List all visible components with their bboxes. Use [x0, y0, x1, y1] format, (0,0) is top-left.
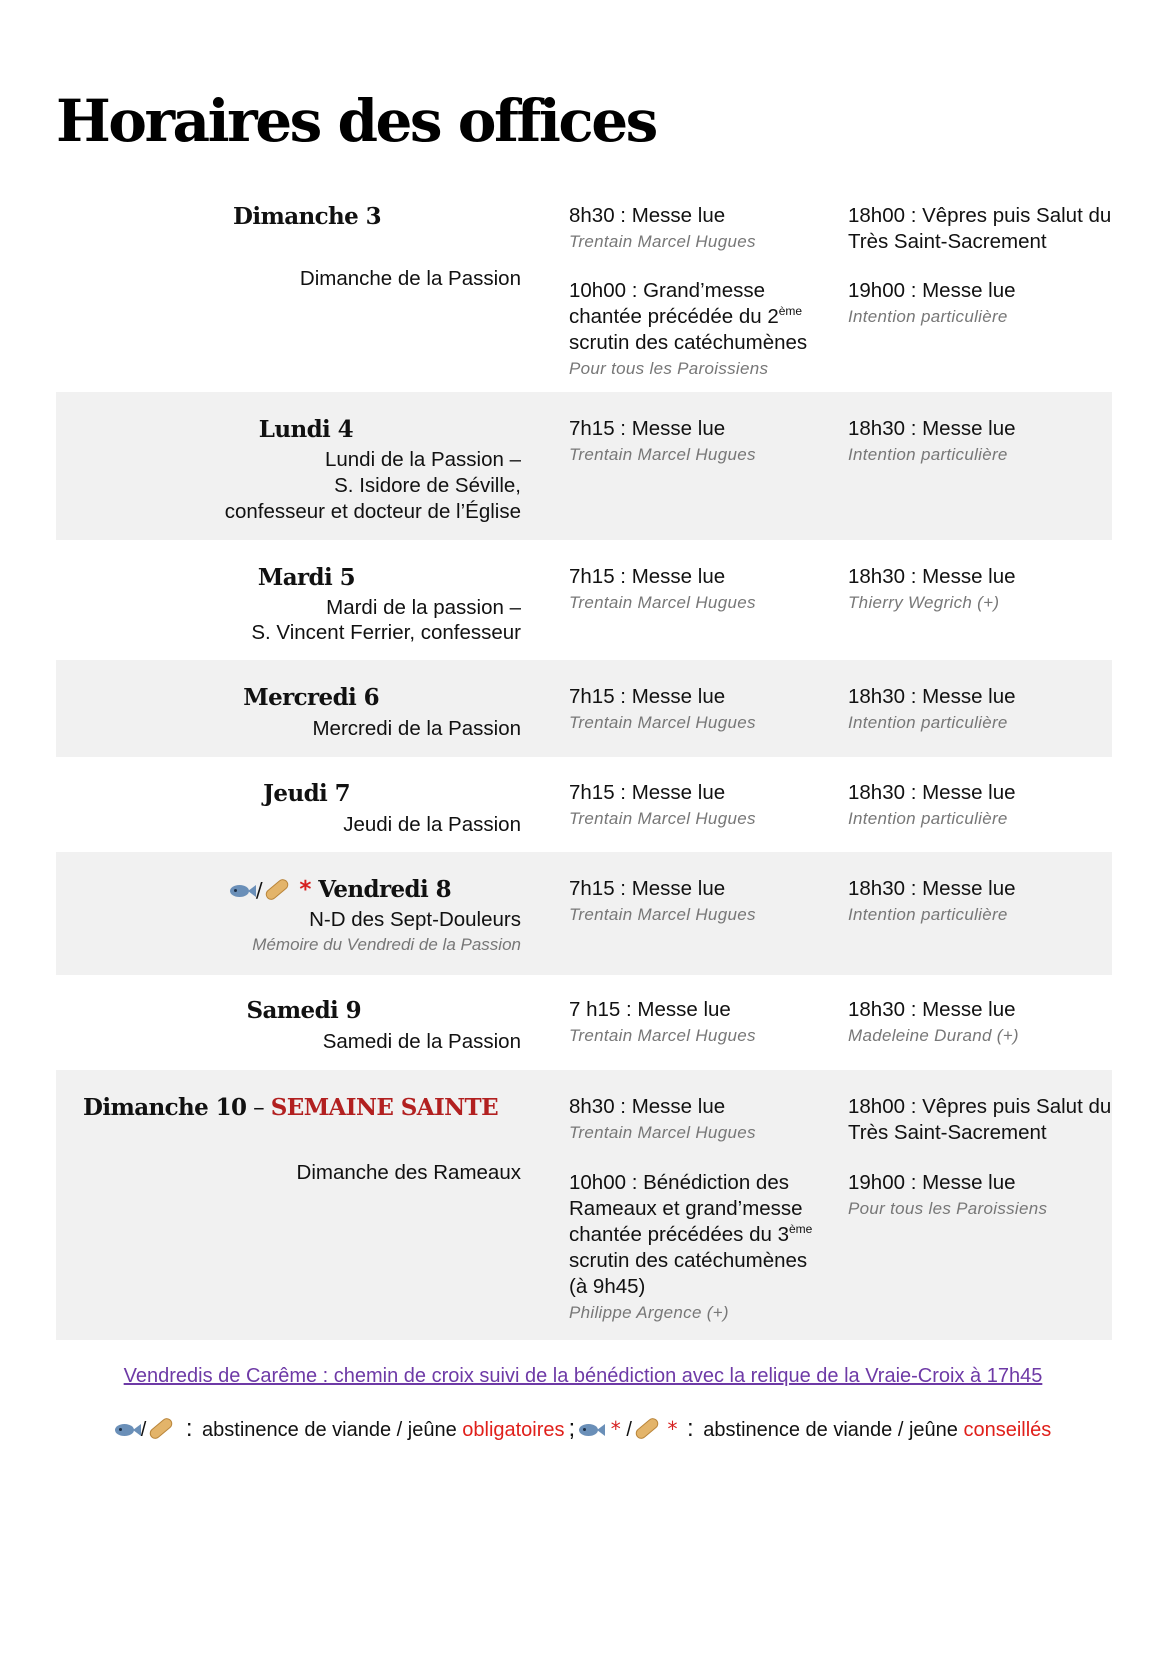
evening-column: [848, 684, 1112, 744]
schedule-entry: [848, 1094, 1112, 1146]
lent-fridays-note: Vendredis de Carême : chemin de croix suivi de la bénédiction avec la relique de la Vraie-Croix à 17h45: [123, 1365, 1043, 1387]
legend-separator: /: [140, 1419, 147, 1441]
evening-column: [848, 203, 1112, 353]
fish-icon: [115, 1423, 141, 1437]
morning-column: [569, 780, 829, 840]
day-name: Mardi 5: [257, 564, 355, 591]
legend-mandatory: obligatoires: [462, 1419, 565, 1441]
entry-title: 18h30 : Messe lue: [848, 685, 1016, 708]
entry-intention: Trentain Marcel Hugues: [569, 445, 756, 464]
day-name-line: [83, 1094, 498, 1122]
evening-column: [848, 416, 1112, 476]
entry-title: 18h30 : Messe lue: [848, 781, 1016, 804]
day-row-mercredi-6: [56, 660, 1112, 757]
entry-intention: Pour tous les Paroissiens: [848, 1199, 1048, 1218]
recommended-asterisk: *: [610, 1417, 621, 1441]
legend-separator: /: [626, 1419, 632, 1441]
entry-intention: Trentain Marcel Hugues: [569, 1123, 756, 1142]
day-cell: [56, 684, 521, 744]
entry-title: [569, 278, 829, 356]
entry-intention: Intention particulière: [848, 307, 1008, 326]
entry-title: 8h30 : Messe lue: [569, 1095, 726, 1118]
entry-title: 18h30 : Messe lue: [848, 417, 1016, 440]
feast-name: Mercredi de la Passion: [312, 717, 521, 740]
feast-name: N-D des Sept-Douleurs: [309, 908, 521, 931]
page-title: Horaires des offices: [56, 87, 656, 155]
entry-intention: Pour tous les Paroissiens: [569, 359, 769, 378]
entry-title: 18h00 : Vêpres puis Salut du Très Saint-Sacrement: [848, 204, 1112, 253]
evening-column: [848, 997, 1112, 1057]
entry-title: 19h00 : Messe lue: [848, 1171, 1016, 1194]
feast-line: S. Isidore de Séville,: [334, 474, 521, 497]
entry-title: 7h15 : Messe lue: [569, 877, 726, 900]
legend-recommended: conseillés: [963, 1419, 1052, 1441]
entry-title-text: 10h00 : Bénédiction des Rameaux et grand’messe chantée précédées du 3: [569, 1171, 803, 1246]
fish-icon: [579, 1423, 605, 1437]
evening-column: [848, 780, 1112, 840]
day-row-dimanche-3: [56, 195, 1112, 392]
entry-title: 8h30 : Messe lue: [569, 204, 726, 227]
entry-intention: Intention particulière: [848, 809, 1008, 828]
schedule-entry: [569, 1094, 829, 1145]
entry-title: 18h30 : Messe lue: [848, 877, 1016, 900]
entry-intention: Trentain Marcel Hugues: [569, 593, 756, 612]
entry-intention: Philippe Argence (+): [569, 1303, 729, 1322]
entry-title: [569, 1170, 829, 1300]
day-name: Vendredi 8: [318, 876, 451, 903]
morning-column: [569, 416, 829, 476]
recommended-asterisk: *: [667, 1417, 678, 1441]
day-row-jeudi-7: [56, 757, 1112, 852]
feast-line: Lundi de la Passion –: [324, 448, 521, 471]
entry-intention: Trentain Marcel Hugues: [569, 809, 756, 828]
evening-column: [848, 564, 1112, 624]
morning-column: [569, 1094, 829, 1334]
schedule-entry: [569, 203, 829, 254]
schedule-table: [56, 195, 1112, 1340]
day-cell: [56, 203, 521, 303]
schedule-entry: [848, 1170, 1112, 1221]
recommended-asterisk: *: [299, 877, 311, 903]
day-cell: [56, 564, 521, 654]
entry-intention: Trentain Marcel Hugues: [569, 1026, 756, 1045]
morning-column: [569, 203, 829, 383]
legend-colon: :: [687, 1415, 694, 1442]
evening-column: [848, 876, 1112, 936]
day-name-line: [230, 876, 451, 904]
entry-title: 7h15 : Messe lue: [569, 417, 726, 440]
day-row-samedi-9: [56, 975, 1112, 1070]
feast-name: Jeudi de la Passion: [343, 813, 521, 836]
legend-text: abstinence de viande / jeûne: [202, 1419, 457, 1441]
legend-colon: :: [185, 1415, 193, 1442]
feast-line: Mardi de la passion –: [326, 596, 521, 619]
day-cell: [56, 997, 521, 1057]
day-name: Dimanche 3: [232, 203, 381, 230]
day-name: Dimanche 10: [83, 1094, 247, 1121]
day-row-mardi-5: [56, 540, 1112, 660]
holy-week-label: SEMAINE SAINTE: [270, 1094, 498, 1121]
evening-column: [848, 1094, 1112, 1244]
ordinal-suffix: ème: [788, 1222, 813, 1236]
fasting-legend: [0, 1415, 1166, 1443]
morning-column: [569, 997, 829, 1057]
morning-column: [569, 684, 829, 744]
entry-intention: Intention particulière: [848, 445, 1008, 464]
ordinal-suffix: ème: [778, 304, 803, 318]
feast-name: Dimanche de la Passion: [299, 267, 521, 290]
day-row-vendredi-8: [56, 852, 1112, 975]
schedule-entry: [848, 278, 1112, 329]
icon-separator: /: [255, 878, 262, 902]
feast-line: confesseur et docteur de l’Église: [224, 500, 521, 523]
feast-name: Samedi de la Passion: [322, 1030, 521, 1053]
legend-semicolon: ;: [568, 1415, 576, 1442]
feast-line: S. Vincent Ferrier, confesseur: [251, 621, 521, 644]
entry-intention: Madeleine Durand (+): [848, 1026, 1019, 1045]
day-name: Mercredi 6: [243, 684, 379, 711]
entry-title: 18h00 : Vêpres puis Salut du Très Saint-Sacrement: [848, 1095, 1112, 1144]
entry-intention: Intention particulière: [848, 905, 1008, 924]
morning-column: [569, 876, 829, 936]
schedule-entry: [848, 203, 1112, 255]
entry-title: 18h30 : Messe lue: [848, 998, 1016, 1021]
entry-title-text: 10h00 : Grand’messe chantée précédée du 2: [569, 279, 779, 328]
day-cell: [56, 1094, 521, 1194]
bread-icon: [148, 1416, 175, 1441]
day-name: Jeudi 7: [263, 780, 350, 807]
feast-subtitle: Mémoire du Vendredi de la Passion: [252, 935, 521, 954]
entry-intention: Trentain Marcel Hugues: [569, 713, 756, 732]
day-dash: –: [246, 1095, 271, 1121]
schedule-entry: [569, 278, 829, 381]
entry-intention: Trentain Marcel Hugues: [569, 232, 756, 251]
entry-intention: Intention particulière: [848, 713, 1008, 732]
day-name: Samedi 9: [246, 997, 361, 1024]
entry-title-text: scrutin des catéchumènes: [569, 331, 808, 354]
feast-name: Dimanche des Rameaux: [296, 1161, 521, 1184]
entry-title-text: scrutin des catéchumènes (à 9h45): [569, 1249, 808, 1298]
entry-intention: Thierry Wegrich (+): [848, 593, 1000, 612]
entry-title: 7h15 : Messe lue: [569, 685, 726, 708]
bread-icon: [633, 1416, 660, 1441]
entry-title: 7 h15 : Messe lue: [569, 998, 731, 1021]
entry-title: 7h15 : Messe lue: [569, 781, 726, 804]
entry-title: 19h00 : Messe lue: [848, 279, 1016, 302]
day-name: Lundi 4: [258, 416, 353, 443]
schedule-entry: [569, 1170, 829, 1325]
day-row-lundi-4: [56, 392, 1112, 540]
entry-title: 7h15 : Messe lue: [569, 565, 726, 588]
fish-icon: [230, 884, 256, 898]
bread-icon: [263, 877, 290, 902]
legend-text: abstinence de viande / jeûne: [703, 1419, 958, 1441]
entry-title: 18h30 : Messe lue: [848, 565, 1016, 588]
entry-intention: Trentain Marcel Hugues: [569, 905, 756, 924]
day-cell: [56, 876, 521, 966]
day-cell: [56, 780, 521, 840]
morning-column: [569, 564, 829, 624]
day-row-dimanche-10: [56, 1070, 1112, 1340]
day-cell: [56, 416, 521, 526]
